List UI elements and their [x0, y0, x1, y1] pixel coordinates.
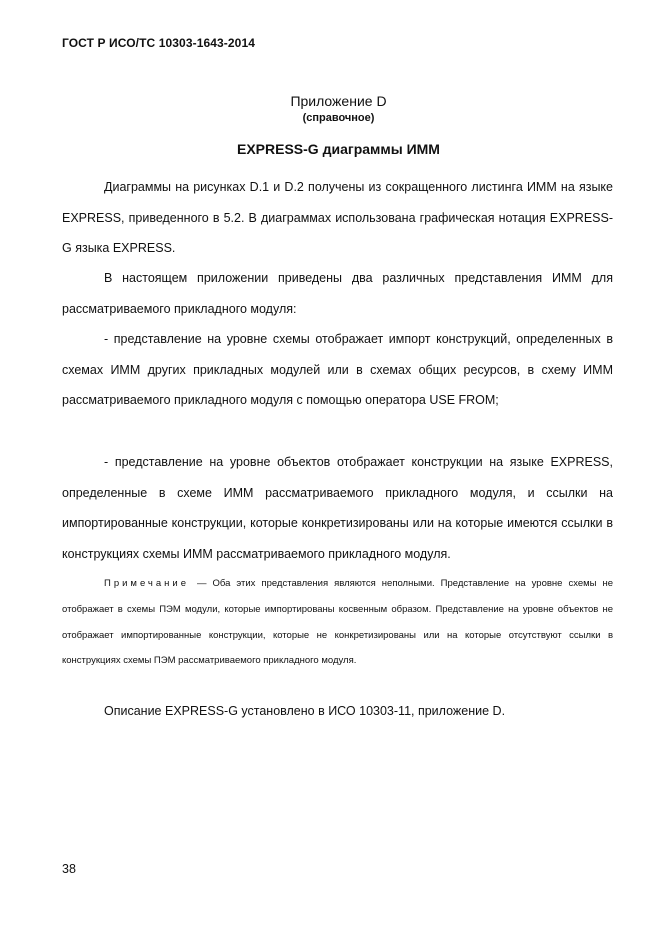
- paragraph-representations: В настоящем приложении приведены два различных представления ИММ для рассматриваемого прикладного модуля:: [62, 271, 613, 316]
- appendix-subtitle: (справочное): [302, 112, 375, 124]
- appendix-title: Приложение D: [290, 93, 387, 109]
- section-title: EXPRESS-G диаграммы ИММ: [237, 141, 440, 157]
- note-text: Оба этих представления являются неполными. Представление на уровне схемы не отображает в схемы ПЭМ модули, которые импортированы косвенным образом. Представление на уровне объектов не отображает импортированные конструкции, которые не конкретизированы или на которые отсутствуют ссылки в конструкциях схемы ПЭМ рассматриваемого прикладного модуля.: [62, 578, 613, 667]
- note-label: Примечание: [104, 578, 189, 589]
- paragraph-express-g-description: Описание EXPRESS-G установлено в ИСО 10303-11, приложение D.: [104, 704, 506, 718]
- document-header: ГОСТ Р ИСО/ТС 10303-1643-2014: [62, 36, 255, 50]
- note-dash: —: [197, 578, 207, 589]
- paragraph-diagrams: Диаграммы на рисунках D.1 и D.2 получены из сокращенного листинга ИММ на языке EXPRESS, приведенного в 5.2. В диаграммах использована графическая нотация EXPRESS-G языка EXPRESS.: [62, 180, 613, 256]
- paragraph-object-level: - представление на уровне объектов отображает конструкции на языке EXPRESS, определенные в схеме ИММ рассматриваемого прикладного модуля, и ссылки на импортированные конструкции, которые конкретизированы или на которые имеются ссылки в конструкциях схемы ИММ рассматриваемого прикладного модуля.: [62, 455, 613, 561]
- note-block: [62, 571, 613, 674]
- paragraph-schema-level: - представление на уровне схемы отображает импорт конструкций, определенных в схемах ИММ других прикладных модулей или в схемах общих ресурсов, в схему ИММ рассматриваемого прикладного модуля с помощью оператора USE FROM;: [62, 332, 613, 408]
- page-number: 38: [62, 862, 76, 876]
